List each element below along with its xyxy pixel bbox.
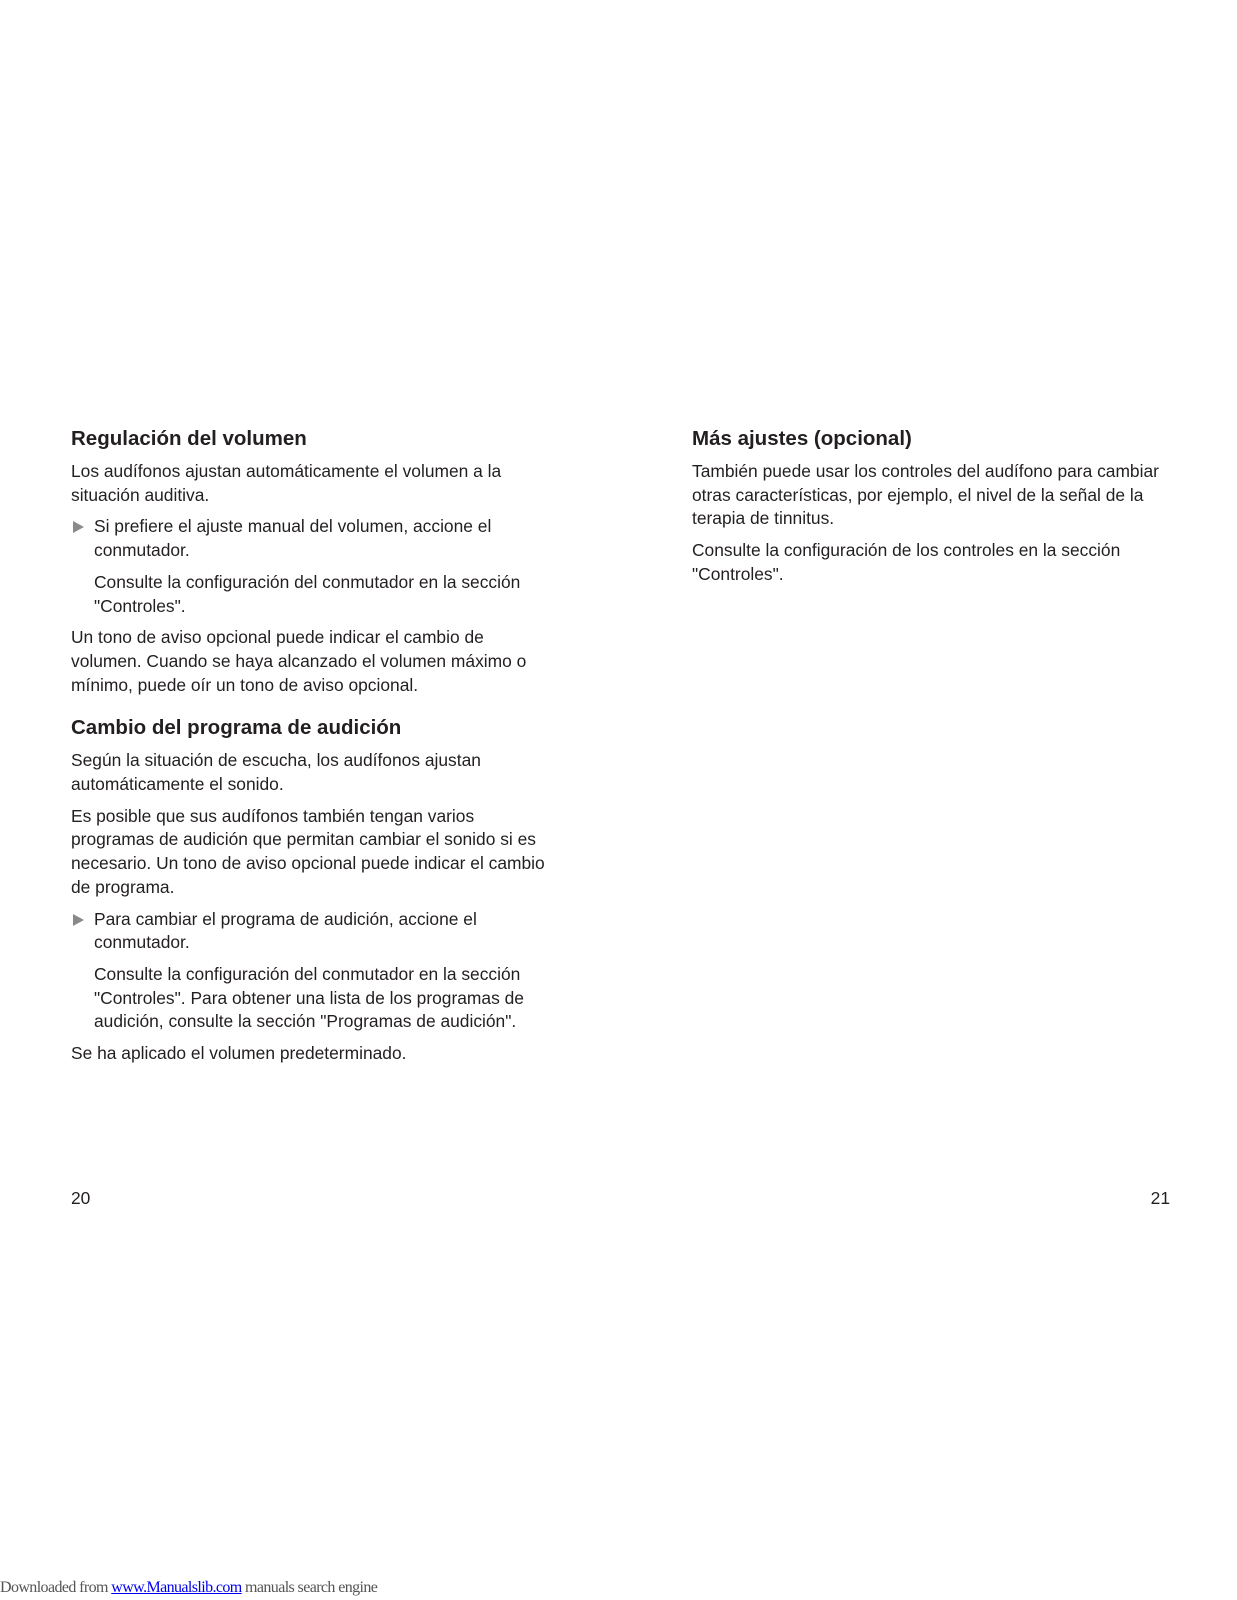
paragraph-program-details: Es posible que sus audífonos también tengan varios programas de audición que permitan cambiar el sonido si es necesario. Un tono de aviso opcional puede indicar el cambio de programa. — [71, 805, 545, 897]
note-program: Consulte la configuración del conmutador en la sección "Controles". Para obtener una lista de los programas de audición, consulte la sección "Programas de audición". — [94, 963, 524, 1032]
footer-suffix: manuals search engine — [241, 1579, 378, 1596]
paragraph-volume-intro: Los audífonos ajustan automáticamente el volumen a la situación auditiva. — [71, 461, 502, 505]
page-number-left: 20 — [71, 1188, 91, 1208]
page-number-right: 21 — [1150, 1188, 1170, 1208]
right-page-content — [692, 424, 1172, 595]
heading-volume: Regulación del volumen — [71, 427, 307, 450]
heading-more-settings: Más ajustes (opcional) — [692, 427, 912, 450]
paragraph-controls-ref: Consulte la configuración de los controles en la sección "Controles". — [692, 540, 1121, 584]
paragraph-volume-tone: Un tono de aviso opcional puede indicar el cambio de volumen. Cuando se haya alcanzado el volumen máximo o mínimo, puede oír un tono de aviso opcional. — [71, 627, 527, 695]
bullet-program — [71, 908, 551, 955]
paragraph-default-volume: Se ha aplicado el volumen predeterminado. — [71, 1043, 407, 1064]
heading-program: Cambio del programa de audición — [71, 716, 402, 740]
triangle-bullet-icon — [73, 521, 84, 533]
paragraph-program-intro: Según la situación de escucha, los audífonos ajustan automáticamente el sonido. — [71, 750, 481, 795]
download-footer — [0, 1578, 377, 1598]
manualslib-link[interactable]: www.Manualslib.com — [111, 1579, 242, 1596]
bullet-volume — [71, 515, 551, 562]
triangle-bullet-icon — [73, 914, 84, 926]
note-volume: Consulte la configuración del conmutador en la sección "Controles". — [94, 571, 521, 616]
paragraph-more-settings: También puede usar los controles del audífono para cambiar otras características, por ejemplo, el nivel de la señal de la terapia de tinnitus. — [692, 461, 1159, 529]
footer-prefix: Downloaded from — [0, 1579, 112, 1596]
bullet-volume-text: Si prefiere el ajuste manual del volumen, accione el conmutador. — [94, 516, 492, 561]
bullet-program-text: Para cambiar el programa de audición, accione el conmutador. — [94, 908, 477, 953]
left-page-content — [71, 424, 551, 1074]
